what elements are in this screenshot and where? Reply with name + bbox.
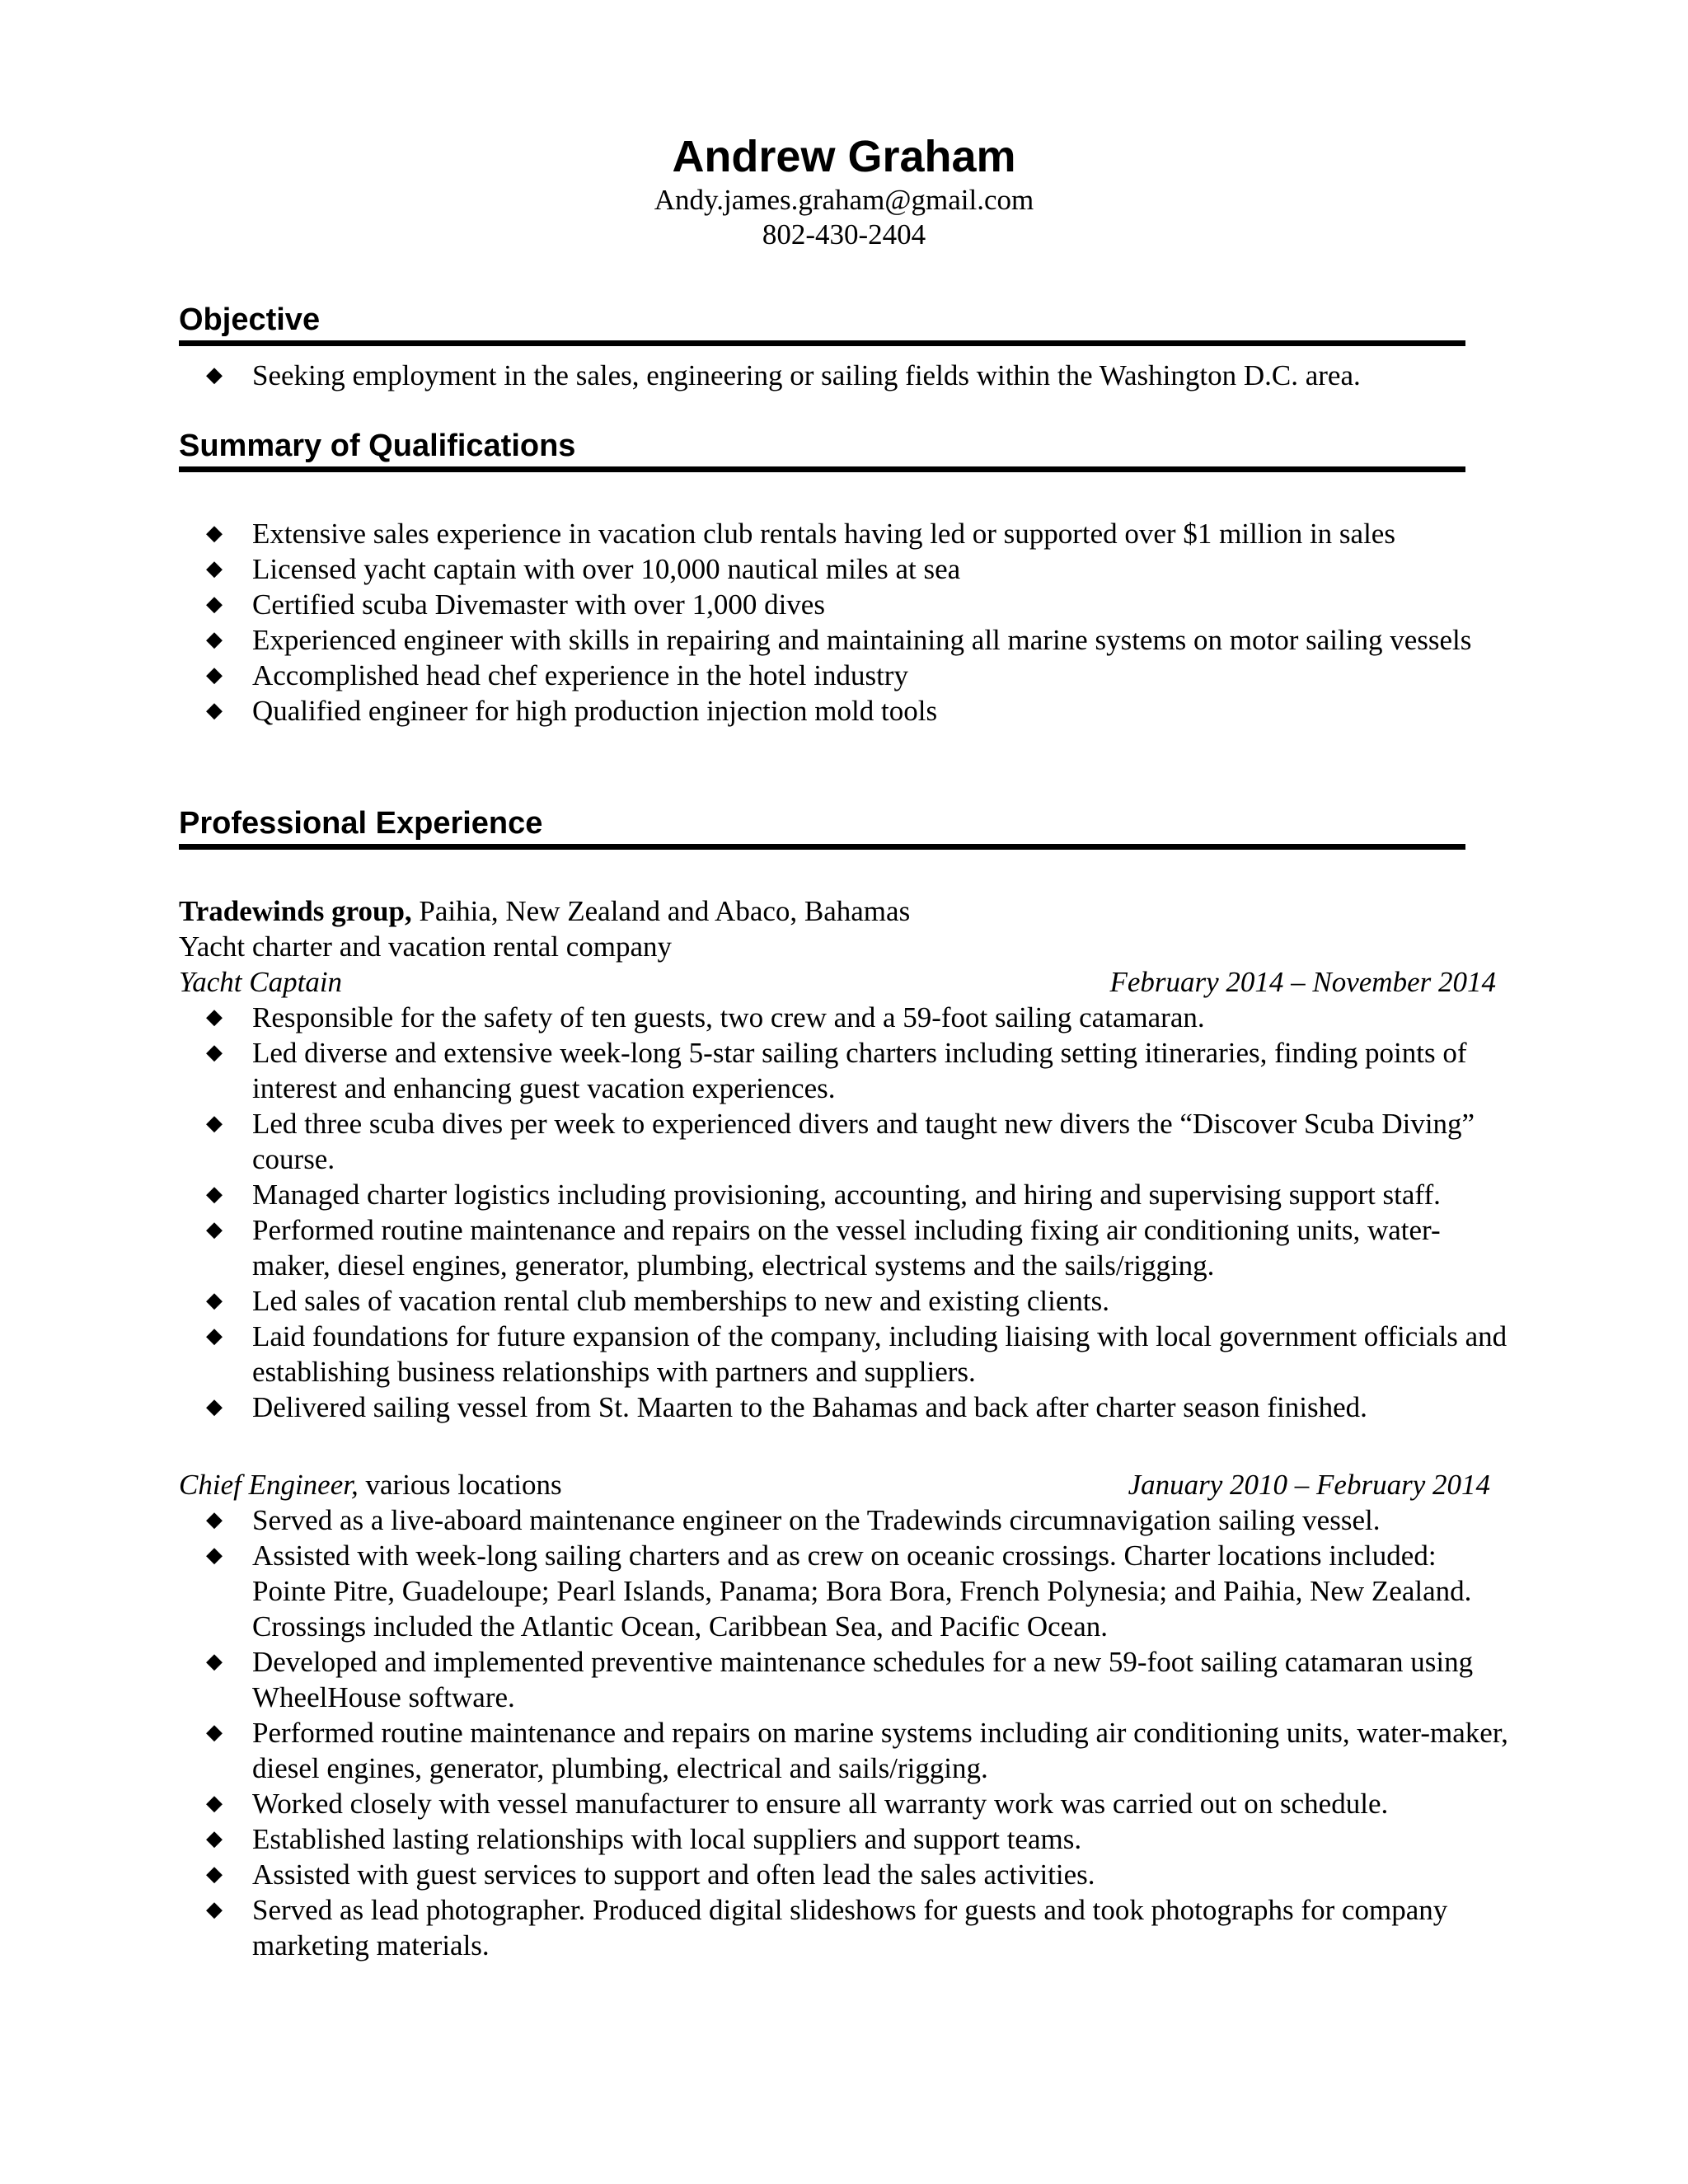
company-line bbox=[179, 893, 910, 929]
role-location: various locations bbox=[358, 1469, 562, 1501]
diamond-bullet-icon: ◆ bbox=[206, 1897, 223, 1922]
diamond-bullet-icon: ◆ bbox=[206, 556, 223, 581]
list-item: ◆ Licensed yacht captain with over 10,000 nautical miles at sea bbox=[206, 553, 961, 585]
diamond-bullet-icon: ◆ bbox=[206, 1005, 223, 1029]
role-duties-list bbox=[0, 1000, 1508, 1425]
objective-list bbox=[0, 358, 1508, 393]
role-title: Chief Engineer, bbox=[179, 1469, 359, 1501]
list-item: ◆ Extensive sales experience in vacation club rentals having led or supported over $1 million in sales bbox=[206, 518, 1395, 550]
diamond-bullet-icon: ◆ bbox=[206, 663, 223, 687]
diamond-bullet-icon: ◆ bbox=[206, 1040, 223, 1065]
experience-divider bbox=[179, 844, 1465, 850]
candidate-name: Andrew Graham bbox=[672, 132, 1016, 181]
list-item: ◆ Led sales of vacation rental club memberships to new and existing clients. bbox=[206, 1285, 1109, 1317]
list-item: ◆ Laid foundations for future expansion of the company, including liaising with local government officials and establishing business relationships with partners and suppliers. bbox=[206, 1320, 1507, 1388]
list-item: ◆ Experienced engineer with skills in repairing and maintaining all marine systems on motor sailing vessels bbox=[206, 624, 1472, 656]
objective-heading: Objective bbox=[179, 302, 321, 337]
list-item: ◆ Led diverse and extensive week-long 5-star sailing charters including setting itineraries, finding points of interest and enhancing guest vacation experiences. bbox=[206, 1037, 1467, 1104]
list-item: ◆ Served as a live-aboard maintenance engineer on the Tradewinds circumnavigation sailing vessel. bbox=[206, 1504, 1381, 1536]
list-item: ◆ Served as lead photographer. Produced digital slideshows for guests and took photographs for company marketing materials. bbox=[206, 1894, 1448, 1961]
list-item: ◆ Accomplished head chef experience in the hotel industry bbox=[206, 659, 908, 691]
list-item: ◆ Certified scuba Divemaster with over 1,000 dives bbox=[206, 588, 825, 621]
role-dates: January 2010 – February 2014 bbox=[1128, 1469, 1490, 1501]
list-item: ◆ Managed charter logistics including provisioning, accounting, and hiring and supervising support staff. bbox=[206, 1179, 1441, 1211]
diamond-bullet-icon: ◆ bbox=[206, 627, 223, 652]
list-item: ◆ Established lasting relationships with local suppliers and support teams. bbox=[206, 1823, 1082, 1855]
list-item: ◆ Worked closely with vessel manufacturer to ensure all warranty work was carried out on schedule. bbox=[206, 1788, 1389, 1820]
objective-divider bbox=[179, 340, 1465, 346]
contact-phone: 802-430-2404 bbox=[762, 218, 926, 251]
diamond-bullet-icon: ◆ bbox=[206, 592, 223, 616]
diamond-bullet-icon: ◆ bbox=[206, 1862, 223, 1886]
diamond-bullet-icon: ◆ bbox=[206, 1791, 223, 1816]
diamond-bullet-icon: ◆ bbox=[206, 1324, 223, 1348]
list-item: ◆ Responsible for the safety of ten guests, two crew and a 59-foot sailing catamaran. bbox=[206, 1001, 1205, 1033]
diamond-bullet-icon: ◆ bbox=[206, 1507, 223, 1532]
role-title-line bbox=[179, 1467, 562, 1502]
list-item: ◆ Seeking employment in the sales, engineering or sailing fields within the Washington D.C. area. bbox=[206, 359, 1361, 391]
diamond-bullet-icon: ◆ bbox=[206, 1111, 223, 1136]
company-location: Paihia, New Zealand and Abaco, Bahamas bbox=[411, 895, 911, 927]
list-item: ◆ Led three scuba dives per week to experienced divers and taught new divers the “Discover Scuba Diving” course. bbox=[206, 1108, 1475, 1175]
diamond-bullet-icon: ◆ bbox=[206, 521, 223, 546]
list-item: ◆ Assisted with week-long sailing charters and as crew on oceanic crossings. Charter locations included: Pointe Pitre, Guadeloupe; Pearl Islands, Panama; Bora Bora, French Polynesia; and Paihia, New Zealand. Crossings included the Atlantic Ocean, Caribbean Sea, and Pacific Ocean. bbox=[206, 1540, 1472, 1643]
diamond-bullet-icon: ◆ bbox=[206, 1394, 223, 1419]
role-title: Yacht Captain bbox=[179, 966, 343, 998]
diamond-bullet-icon: ◆ bbox=[206, 1649, 223, 1674]
diamond-bullet-icon: ◆ bbox=[206, 1826, 223, 1851]
list-item: ◆ Assisted with guest services to support and often lead the sales activities. bbox=[206, 1858, 1095, 1891]
diamond-bullet-icon: ◆ bbox=[206, 363, 223, 387]
experience-heading: Professional Experience bbox=[179, 806, 543, 841]
summary-heading: Summary of Qualifications bbox=[179, 429, 576, 463]
diamond-bullet-icon: ◆ bbox=[206, 1720, 223, 1745]
company-name: Tradewinds group, bbox=[179, 895, 412, 927]
role-dates: February 2014 – November 2014 bbox=[1109, 966, 1496, 998]
role-duties-list bbox=[0, 1502, 1508, 1963]
diamond-bullet-icon: ◆ bbox=[206, 698, 223, 723]
list-item: ◆ Performed routine maintenance and repairs on marine systems including air conditioning units, water-maker, diesel engines, generator, plumbing, electrical and sails/rigging. bbox=[206, 1717, 1508, 1784]
list-item: ◆ Performed routine maintenance and repairs on the vessel including fixing air conditioning units, water-maker, diesel engines, generator, plumbing, electrical systems and the sails/rigging. bbox=[206, 1214, 1441, 1282]
list-item: ◆ Qualified engineer for high production injection mold tools bbox=[206, 695, 938, 727]
list-item: ◆ Delivered sailing vessel from St. Maarten to the Bahamas and back after charter season finished. bbox=[206, 1391, 1367, 1423]
diamond-bullet-icon: ◆ bbox=[206, 1182, 223, 1207]
summary-list bbox=[0, 516, 1508, 729]
summary-divider bbox=[179, 466, 1465, 472]
list-item: ◆ Developed and implemented preventive maintenance schedules for a new 59-foot sailing catamaran using WheelHouse software. bbox=[206, 1646, 1474, 1713]
company-description: Yacht charter and vacation rental company bbox=[179, 930, 673, 963]
contact-email: Andy.james.graham@gmail.com bbox=[654, 184, 1034, 216]
diamond-bullet-icon: ◆ bbox=[206, 1217, 223, 1242]
diamond-bullet-icon: ◆ bbox=[206, 1543, 223, 1568]
diamond-bullet-icon: ◆ bbox=[206, 1288, 223, 1313]
